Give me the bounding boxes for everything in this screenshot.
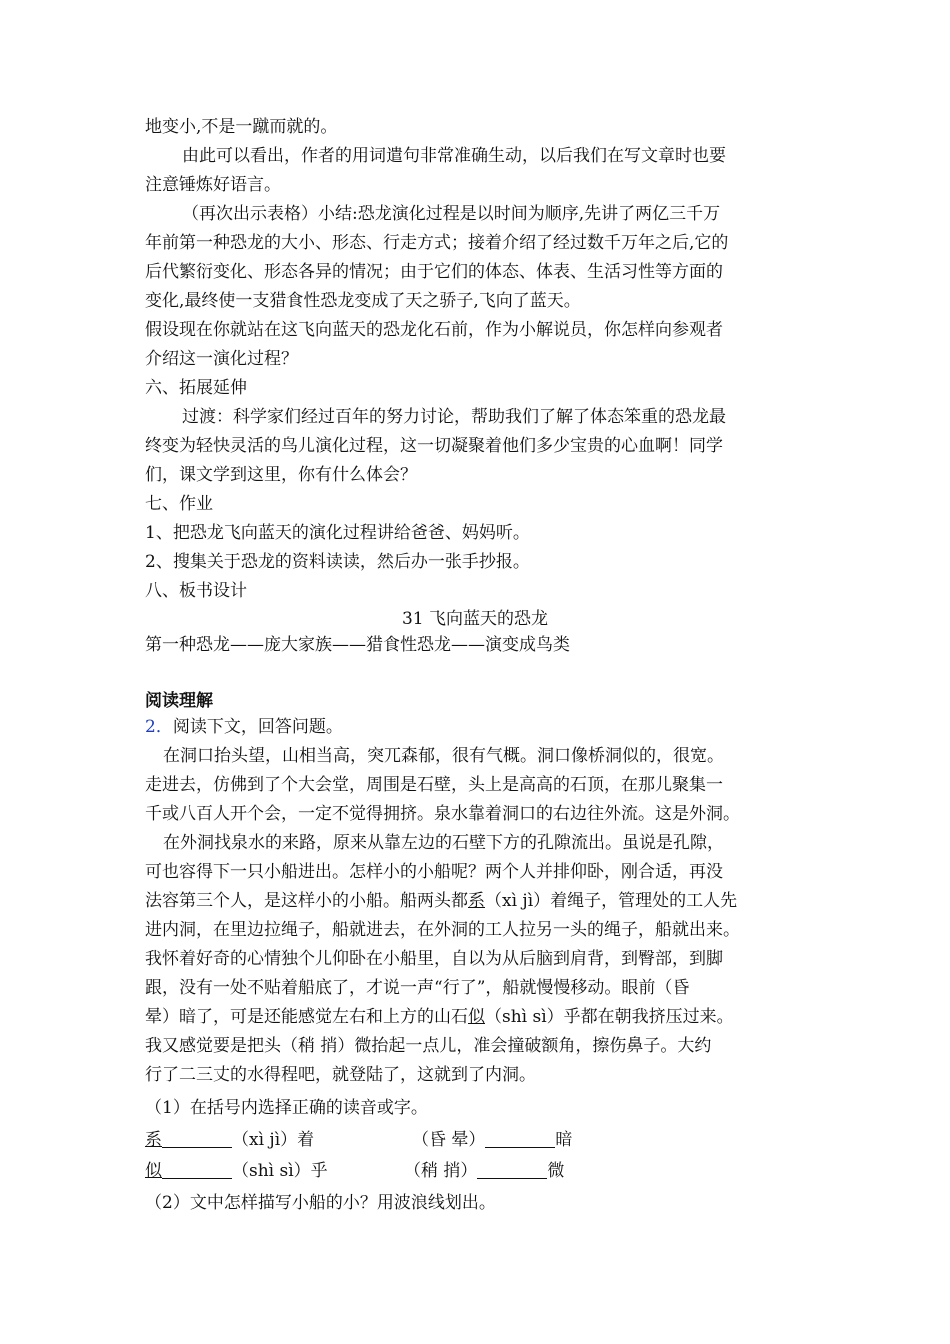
section-heading: 七、作业 (145, 494, 213, 514)
lesson-line: 介绍这一演化过程？ (145, 349, 298, 369)
target-char: 似 (145, 1161, 162, 1181)
answer-blank[interactable] (477, 1160, 547, 1179)
passage-line: 在洞口抬头望，山相当高，突兀森郁，很有气概。洞口像桥洞似的，很宽。 (163, 746, 724, 766)
answer-blank[interactable] (162, 1160, 232, 1179)
passage-line: 走进去，仿佛到了个大会堂，周围是石壁，头上是高高的石顶，在那儿聚集一 (145, 775, 723, 795)
lesson-line: 变化,最终使一支猎食性恐龙变成了天之骄子,飞向了蓝天。 (145, 291, 581, 311)
answer-row-2-b (404, 1160, 564, 1182)
passage-line: 行了二三丈的水得程吧，就登陆了，这就到了内洞。 (145, 1065, 536, 1085)
lesson-line: 由此可以看出，作者的用词遣句非常准确生动，以后我们在写文章时也要 (182, 146, 726, 166)
passage-line: 我又感觉要是把头（稍 捎）微抬起一点儿，准会撞破额角，擦伤鼻子。大约 (145, 1036, 712, 1056)
subquestion-2: （2）文中怎样描写小船的小？用波浪线划出。 (145, 1193, 496, 1213)
answer-blank[interactable] (485, 1129, 555, 1148)
underlined-char: 似 (468, 1007, 485, 1027)
lesson-line: 假设现在你就站在这飞向蓝天的恐龙化石前，作为小解说员，你怎样向参观者 (145, 320, 723, 340)
lesson-line: 们，课文学到这里，你有什么体会？ (145, 465, 417, 485)
lesson-line: 后代繁衍变化、形态各异的情况；由于它们的体态、体表、生活习性等方面的 (145, 262, 723, 282)
following-char: 微 (547, 1161, 565, 1181)
question-prompt (145, 716, 343, 738)
answer-row-2 (145, 1160, 328, 1182)
lesson-line: 终变为轻快灵活的鸟儿演化过程，这一切凝聚着他们多少宝贵的心血啊！同学 (145, 436, 723, 456)
passage-line: 我怀着好奇的心情独个儿仰卧在小船里，自以为从后脑到肩背，到臀部，到脚 (145, 949, 723, 969)
answer-blank[interactable] (162, 1129, 232, 1148)
subquestion-1: （1）在括号内选择正确的读音或字。 (145, 1098, 428, 1118)
passage-text: （shì sì）乎都在朝我挤压过来。 (485, 1007, 734, 1027)
homework-item: 1、把恐龙飞向蓝天的演化过程讲给爸爸、妈妈听。 (145, 523, 530, 543)
question-text: 阅读下文，回答问题。 (172, 717, 343, 737)
lesson-line: 注意锤炼好语言。 (145, 175, 281, 195)
board-title: 31 飞向蓝天的恐龙 (401, 609, 549, 629)
homework-item: 2、搜集关于恐龙的资料读读，然后办一张手抄报。 (145, 552, 530, 572)
lesson-line: 地变小,不是一蹴而就的。 (145, 117, 338, 137)
passage-line: 跟，没有一处不贴着船底了，才说一声“行了”，船就慢慢移动。眼前（昏 (145, 978, 690, 998)
underlined-char: 系 (468, 891, 485, 911)
passage-line: 可也容得下一只小船进出。怎样小的小船呢？两个人并排仰卧，刚合适，再没 (145, 862, 723, 882)
passage-line: 千或八百人开个会，一定不觉得拥挤。泉水靠着洞口的右边往外流。这是外洞。 (145, 804, 740, 824)
pinyin-options: （xì jì）着 (232, 1130, 315, 1150)
question-number: 2． (145, 717, 173, 737)
lesson-line: 过渡：科学家们经过百年的努力讨论，帮助我们了解了体态笨重的恐龙最 (182, 407, 726, 427)
answer-row-1 (145, 1129, 314, 1151)
pinyin-options: （shì sì）乎 (232, 1161, 328, 1181)
passage-text: 晕）暗了，可是还能感觉左右和上方的山石 (145, 1007, 468, 1027)
passage-text: （xì jì）着绳子，管理处的工人先 (485, 891, 738, 911)
answer-row-1-b (412, 1129, 572, 1151)
passage-line: 在外洞找泉水的来路，原来从靠左边的石壁下方的孔隙流出。虽说是孔隙， (163, 833, 724, 853)
char-options: （昏 晕） (412, 1130, 486, 1150)
lesson-line: （再次出示表格）小结:恐龙演化过程是以时间为顺序,先讲了两亿三千万 (182, 204, 721, 224)
passage-text: 法容第三个人，是这样小的小船。船两头都 (145, 891, 468, 911)
board-chain: 第一种恐龙——庞大家族——猎食性恐龙——演变成鸟类 (145, 635, 570, 655)
passage-line (145, 1006, 734, 1028)
target-char: 系 (145, 1130, 162, 1150)
char-options: （稍 捎） (404, 1161, 478, 1181)
lesson-line: 年前第一种恐龙的大小、形态、行走方式；接着介绍了经过数千万年之后,它的 (145, 233, 729, 253)
section-heading: 八、板书设计 (145, 581, 247, 601)
passage-line: 进内洞，在里边拉绳子，船就进去，在外洞的工人拉另一头的绳子，船就出来。 (145, 920, 740, 940)
section-heading: 六、拓展延伸 (145, 378, 247, 398)
passage-line (145, 890, 737, 912)
following-char: 暗 (555, 1130, 573, 1150)
reading-heading: 阅读理解 (145, 691, 213, 711)
